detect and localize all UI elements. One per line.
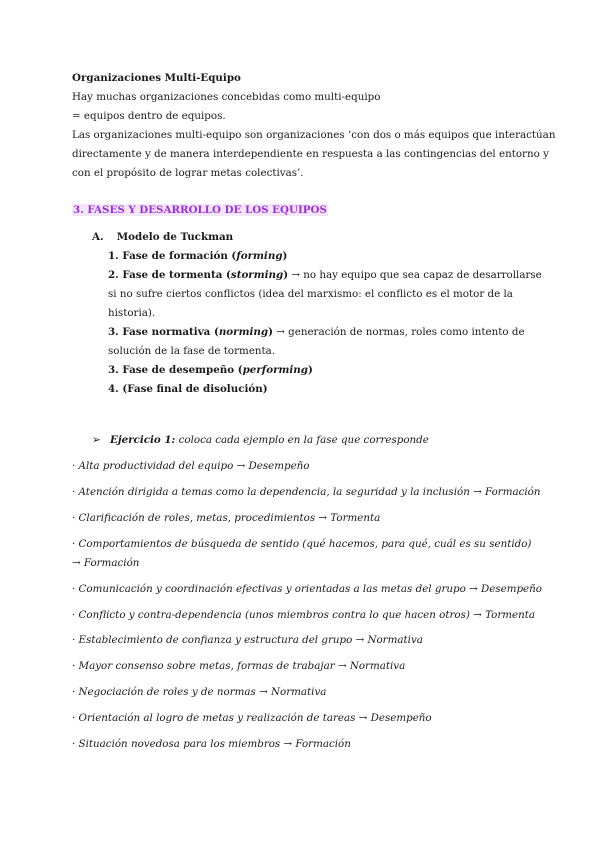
phase-1-text: 1. Fase de formación ( xyxy=(108,250,237,262)
exercise-item: · Conflicto y contra-dependencia (unos miembros contra lo que hacen otros) → Tormenta xyxy=(72,609,536,621)
phase-2-line-3: historia). xyxy=(108,307,156,319)
phase-1 xyxy=(108,249,287,263)
exercise-item: · Clarificación de roles, metas, procedimientos → Tormenta xyxy=(72,512,381,524)
phase-2-line-2: si no sufre ciertos conflictos (idea del marxismo: el conflicto es el motor de la xyxy=(108,288,513,300)
phase-3 xyxy=(108,325,525,339)
exercise-item: · Situación novedosa para los miembros → Formación xyxy=(72,738,351,750)
phase-5: 4. (Fase final de disolución) xyxy=(108,383,268,395)
phase-4-close: ) xyxy=(308,364,313,376)
phase-2-close: ) xyxy=(283,269,289,281)
phase-1-term: forming xyxy=(236,250,283,262)
intro-line-4: directamente y de manera interdependiente en respuesta a las contingencias del entorno y xyxy=(72,148,549,160)
intro-title: Organizaciones Multi-Equipo xyxy=(72,72,241,84)
exercise-item: · Comportamientos de búsqueda de sentido (qué hacemos, para qué, cuál es su sentido) xyxy=(72,538,532,550)
exercise-item: · Establecimiento de confianza y estructura del grupo → Normativa xyxy=(72,634,423,646)
phase-2-text: 2. Fase de tormenta ( xyxy=(108,269,231,281)
phase-4-text: 3. Fase de desempeño ( xyxy=(108,364,243,376)
section-heading: 3. FASES Y DESARROLLO DE LOS EQUIPOS xyxy=(73,204,327,216)
phase-1-close: ) xyxy=(282,250,288,262)
phase-4 xyxy=(108,363,313,377)
intro-line-5: con el propósito de lograr metas colectivas’. xyxy=(72,167,304,179)
phase-2-term: storming xyxy=(230,269,284,281)
phase-4-term: performing xyxy=(242,364,308,376)
exercise-label: Ejercicio 1: xyxy=(110,434,176,446)
phase-3-line-2: solución de la fase de tormenta. xyxy=(108,345,276,357)
exercise-item: · Mayor consenso sobre metas, formas de trabajar → Normativa xyxy=(72,660,406,672)
exercise-item: · Atención dirigida a temas como la dependencia, la seguridad y la inclusión → Formación xyxy=(72,486,541,498)
exercise-instruction: coloca cada ejemplo en la fase que corresponde xyxy=(175,434,429,446)
exercise-item: · Comunicación y coordinación efectivas y orientadas a las metas del grupo → Desempeño xyxy=(72,583,542,595)
subheading xyxy=(92,230,233,244)
intro-line-3: Las organizaciones multi-equipo son organizaciones ‘con dos o más equipos que interactúan xyxy=(72,129,556,141)
exercise-item-continuation: → Formación xyxy=(72,557,140,569)
intro-line-1: Hay muchas organizaciones concebidas como multi-equipo xyxy=(72,91,381,103)
arrow-bullet-icon: ➢ xyxy=(92,434,101,446)
phase-3-text: 3. Fase normativa ( xyxy=(108,326,219,338)
phase-2 xyxy=(108,268,542,282)
phase-2-rest: → no hay equipo que sea capaz de desarrollarse xyxy=(288,269,542,281)
exercise-heading xyxy=(92,433,429,447)
phase-3-rest: → generación de normas, roles como intento de xyxy=(272,326,525,338)
exercise-item: · Alta productividad del equipo → Desempeño xyxy=(72,460,310,472)
exercise-item: · Orientación al logro de metas y realización de tareas → Desempeño xyxy=(72,712,432,724)
phase-3-term: norming xyxy=(218,326,269,338)
intro-line-2: = equipos dentro de equipos. xyxy=(72,110,226,122)
subheading-text: Modelo de Tuckman xyxy=(116,231,234,243)
phase-3-close: ) xyxy=(268,326,273,338)
subheading-letter: A. xyxy=(92,231,104,243)
exercise-item: · Negociación de roles y de normas → Normativa xyxy=(72,686,327,698)
